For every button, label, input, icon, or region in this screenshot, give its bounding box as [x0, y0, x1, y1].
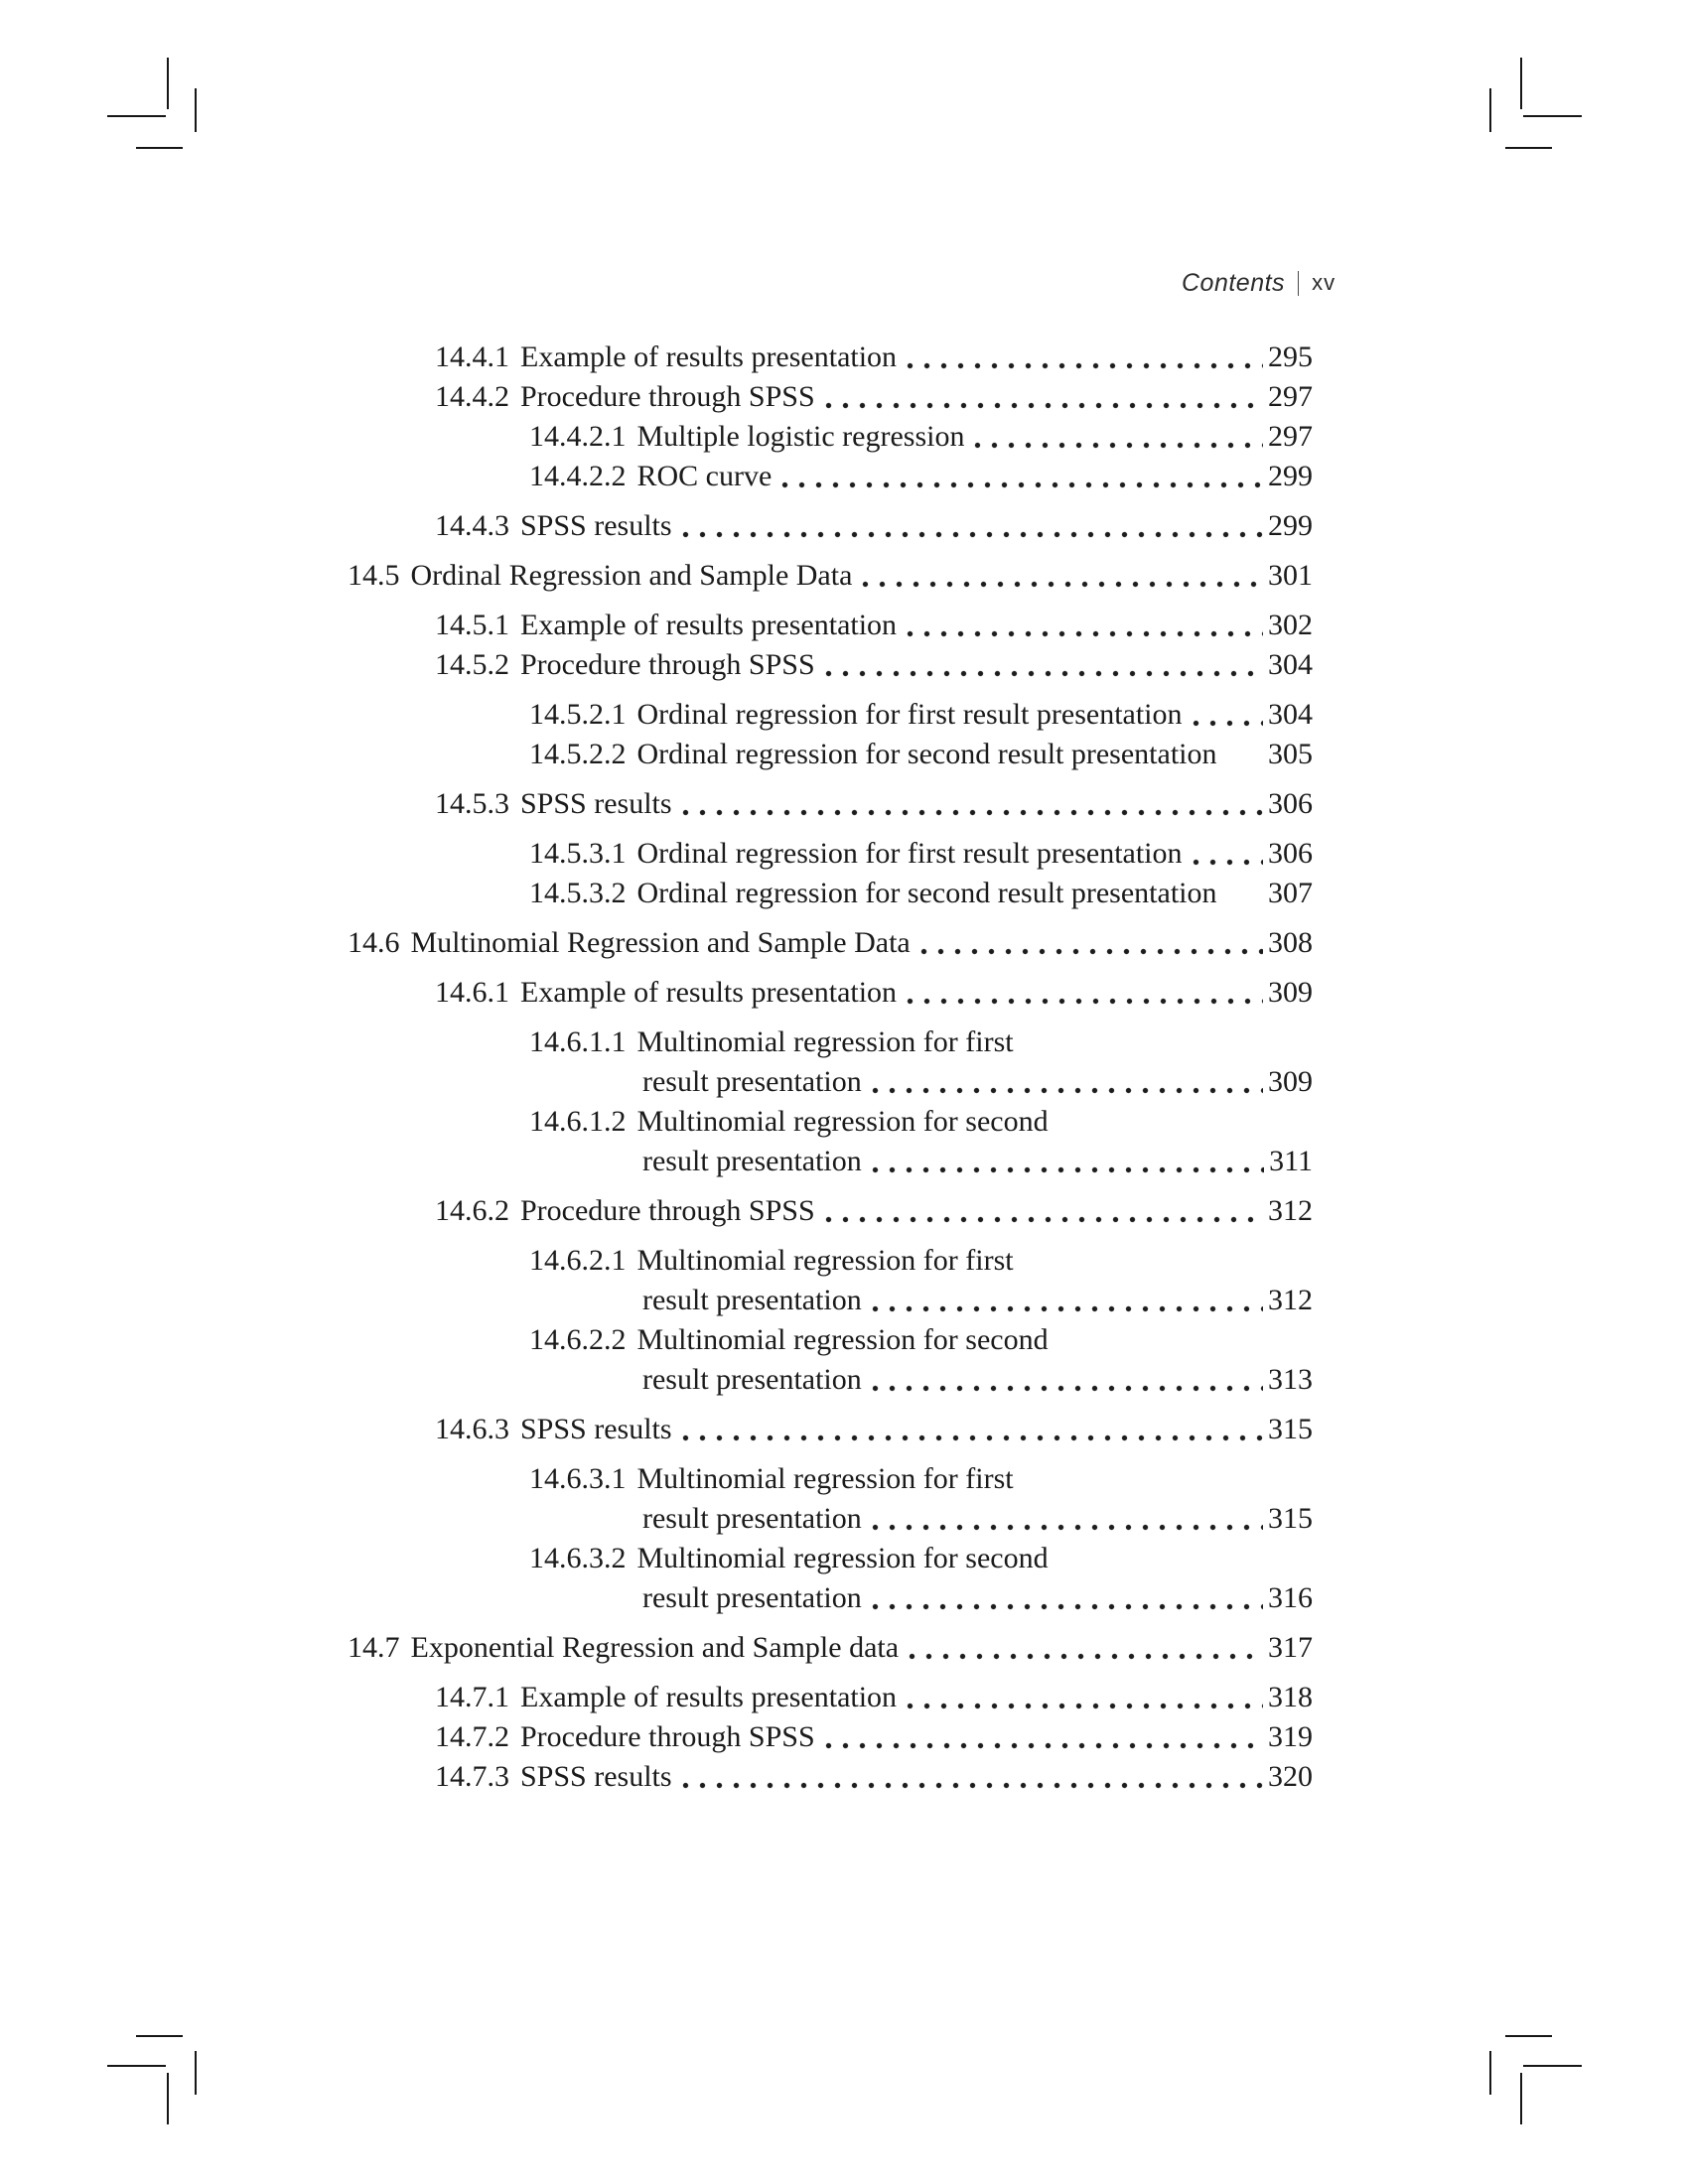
toc-entry-page: 306 — [1268, 837, 1313, 870]
toc-entry — [348, 1410, 1313, 1449]
toc-entry-number: 14.7 — [348, 1631, 400, 1664]
dot-leader — [974, 442, 1263, 449]
toc-entry-title: Procedure through SPSS — [520, 380, 815, 413]
toc-entry-page: 318 — [1268, 1681, 1313, 1713]
toc-entry-title: Multinomial regression for first — [636, 1462, 1014, 1495]
dot-leader — [825, 402, 1263, 409]
toc-entry-page: 306 — [1268, 787, 1313, 820]
toc-entry-title: Ordinal regression for second result presentation — [636, 738, 1217, 770]
crop-mark — [195, 2051, 197, 2095]
toc-entry-number: 14.7.2 — [435, 1720, 509, 1753]
dot-leader — [682, 809, 1263, 816]
toc-entry — [348, 1717, 1313, 1757]
dot-leader — [682, 1434, 1263, 1441]
toc-entry-page: 316 — [1268, 1581, 1313, 1614]
toc-entry-title: Ordinal regression for second result presentation — [636, 877, 1217, 909]
toc-entry-title: result presentation — [642, 1363, 862, 1396]
toc-entry-number: 14.6.1.2 — [529, 1105, 627, 1138]
crop-mark — [1505, 147, 1552, 149]
toc-entry — [348, 377, 1313, 417]
dot-leader — [781, 481, 1263, 488]
toc-entry-number: 14.5.1 — [435, 609, 509, 641]
dot-leader — [825, 1216, 1263, 1223]
crop-mark — [1523, 2065, 1582, 2067]
running-header — [1182, 266, 1336, 300]
toc-entry-page: 308 — [1268, 926, 1313, 959]
toc-entry-page: 312 — [1268, 1284, 1313, 1316]
toc-entry-title: Ordinal Regression and Sample Data — [410, 559, 853, 592]
toc-entry-title: SPSS results — [520, 509, 672, 542]
toc-entry — [348, 1023, 1313, 1062]
toc-entry-number: 14.6.2 — [435, 1194, 509, 1227]
dot-leader — [907, 998, 1263, 1005]
toc-entry — [348, 1578, 1313, 1618]
toc-entry — [348, 1757, 1313, 1797]
toc-entry-number: 14.6.3.2 — [529, 1542, 627, 1574]
dot-leader — [872, 1087, 1263, 1094]
toc-entry-number: 14.6.1.1 — [529, 1025, 627, 1058]
toc-entry-title: SPSS results — [520, 1413, 672, 1445]
toc-entry — [348, 1678, 1313, 1717]
crop-mark — [167, 58, 169, 109]
toc-entry-title: result presentation — [642, 1065, 862, 1098]
toc-entry-page: 315 — [1268, 1413, 1313, 1445]
toc-entry-page: 299 — [1268, 509, 1313, 542]
toc-entry-number: 14.6.1 — [435, 976, 509, 1009]
dot-leader — [1193, 859, 1263, 866]
toc-entry-page: 304 — [1268, 648, 1313, 681]
dot-leader — [872, 1603, 1263, 1610]
toc-entry-title: Example of results presentation — [520, 1681, 898, 1713]
toc-entry-page: 317 — [1268, 1631, 1313, 1664]
toc-entry-number: 14.6.2.1 — [529, 1244, 627, 1277]
toc-entry-title: Multinomial regression for second — [636, 1105, 1049, 1138]
table-of-contents — [348, 338, 1313, 1797]
crop-mark — [195, 88, 197, 132]
toc-entry — [348, 923, 1313, 963]
toc-entry-number: 14.6.2.2 — [529, 1323, 627, 1356]
toc-entry — [348, 645, 1313, 685]
dot-leader — [872, 1166, 1264, 1173]
toc-entry — [348, 338, 1313, 377]
toc-entry — [348, 695, 1313, 735]
toc-entry-number: 14.5 — [348, 559, 400, 592]
toc-entry-page: 320 — [1268, 1760, 1313, 1793]
toc-entry-title: ROC curve — [636, 460, 773, 492]
dot-leader — [872, 1524, 1263, 1531]
toc-entry-title: Example of results presentation — [520, 976, 898, 1009]
dot-leader — [825, 670, 1263, 677]
crop-mark — [1489, 2051, 1491, 2095]
toc-entry-title: Procedure through SPSS — [520, 1194, 815, 1227]
toc-entry-title: result presentation — [642, 1145, 862, 1177]
toc-entry — [348, 1459, 1313, 1499]
toc-entry — [348, 1539, 1313, 1578]
toc-entry — [348, 1062, 1313, 1102]
toc-entry-title: Example of results presentation — [520, 609, 898, 641]
toc-entry-number: 14.5.2 — [435, 648, 509, 681]
toc-entry-number: 14.4.1 — [435, 341, 509, 373]
toc-entry-number: 14.4.3 — [435, 509, 509, 542]
toc-entry — [348, 457, 1313, 496]
toc-entry-number: 14.6 — [348, 926, 400, 959]
crop-mark — [136, 2035, 183, 2037]
toc-entry-page: 299 — [1268, 460, 1313, 492]
toc-entry-title: Multinomial Regression and Sample Data — [410, 926, 911, 959]
toc-entry-page: 305 — [1268, 738, 1313, 770]
toc-entry — [348, 1142, 1313, 1181]
dot-leader — [907, 1703, 1263, 1709]
dot-leader — [907, 362, 1263, 369]
crop-mark — [1520, 58, 1522, 109]
crop-mark — [1523, 115, 1582, 117]
toc-entry-page: 295 — [1268, 341, 1313, 373]
toc-entry-page: 309 — [1268, 1065, 1313, 1098]
toc-entry-number: 14.7.1 — [435, 1681, 509, 1713]
toc-entry-number: 14.4.2.1 — [529, 420, 627, 453]
header-divider — [1298, 271, 1299, 296]
dot-leader — [920, 948, 1263, 955]
toc-entry — [348, 735, 1313, 774]
toc-entry — [348, 1191, 1313, 1231]
toc-entry-page: 319 — [1268, 1720, 1313, 1753]
toc-entry-number: 14.5.2.1 — [529, 698, 627, 731]
toc-entry-title: SPSS results — [520, 787, 672, 820]
toc-entry-page: 315 — [1268, 1502, 1313, 1535]
toc-entry-page: 302 — [1268, 609, 1313, 641]
toc-entry-number: 14.6.3 — [435, 1413, 509, 1445]
crop-mark — [107, 115, 166, 117]
toc-entry-title: result presentation — [642, 1502, 862, 1535]
toc-entry-page: 307 — [1268, 877, 1313, 909]
toc-entry-title: Multinomial regression for first — [636, 1244, 1014, 1277]
toc-entry-page: 313 — [1268, 1363, 1313, 1396]
toc-entry-page: 297 — [1268, 380, 1313, 413]
toc-entry-number: 14.6.3.1 — [529, 1462, 627, 1495]
crop-mark — [107, 2065, 166, 2067]
toc-entry-title: Procedure through SPSS — [520, 648, 815, 681]
toc-entry-number: 14.4.2 — [435, 380, 509, 413]
toc-entry — [348, 973, 1313, 1013]
dot-leader — [825, 1742, 1263, 1749]
dot-leader — [682, 1782, 1263, 1789]
crop-mark — [136, 147, 183, 149]
toc-entry-number: 14.5.3.2 — [529, 877, 627, 909]
toc-entry — [348, 784, 1313, 824]
toc-entry-title: Multiple logistic regression — [636, 420, 965, 453]
crop-mark — [1505, 2035, 1552, 2037]
toc-entry-title: Exponential Regression and Sample data — [410, 1631, 900, 1664]
toc-entry-number: 14.4.2.2 — [529, 460, 627, 492]
toc-entry-title: Procedure through SPSS — [520, 1720, 815, 1753]
crop-mark — [1489, 88, 1491, 132]
toc-entry — [348, 1241, 1313, 1281]
toc-entry-title: Ordinal regression for first result presentation — [636, 837, 1183, 870]
toc-entry-page: 311 — [1269, 1145, 1313, 1177]
toc-entry — [348, 417, 1313, 457]
crop-mark — [1520, 2073, 1522, 2124]
toc-entry-title: SPSS results — [520, 1760, 672, 1793]
page-number-roman: xv — [1312, 270, 1336, 295]
toc-entry — [348, 1320, 1313, 1360]
toc-entry-title: result presentation — [642, 1581, 862, 1614]
toc-entry — [348, 1281, 1313, 1320]
toc-entry-title: Multinomial regression for second — [636, 1323, 1049, 1356]
toc-entry-title: Example of results presentation — [520, 341, 898, 373]
crop-mark — [167, 2073, 169, 2124]
dot-leader — [682, 531, 1263, 538]
toc-entry-title: Multinomial regression for second — [636, 1542, 1049, 1574]
toc-entry-page: 301 — [1268, 559, 1313, 592]
running-header-title: Contents — [1182, 268, 1286, 297]
toc-entry-title: result presentation — [642, 1284, 862, 1316]
toc-entry-page: 297 — [1268, 420, 1313, 453]
toc-entry — [348, 1499, 1313, 1539]
dot-leader — [909, 1653, 1263, 1660]
dot-leader — [907, 630, 1263, 637]
toc-entry-number: 14.7.3 — [435, 1760, 509, 1793]
dot-leader — [862, 581, 1263, 588]
toc-entry — [348, 606, 1313, 645]
toc-entry-title: Multinomial regression for first — [636, 1025, 1014, 1058]
toc-entry — [348, 556, 1313, 596]
dot-leader — [872, 1305, 1263, 1312]
dot-leader — [872, 1385, 1263, 1392]
toc-entry — [348, 1360, 1313, 1400]
toc-entry — [348, 874, 1313, 913]
toc-entry-title: Ordinal regression for first result presentation — [636, 698, 1183, 731]
toc-entry-page: 309 — [1268, 976, 1313, 1009]
toc-entry — [348, 506, 1313, 546]
toc-entry-page: 304 — [1268, 698, 1313, 731]
toc-entry-number: 14.5.3 — [435, 787, 509, 820]
toc-entry-number: 14.5.2.2 — [529, 738, 627, 770]
toc-entry-number: 14.5.3.1 — [529, 837, 627, 870]
dot-leader — [1193, 720, 1263, 727]
toc-entry-page: 312 — [1268, 1194, 1313, 1227]
toc-entry — [348, 1102, 1313, 1142]
toc-entry — [348, 834, 1313, 874]
toc-entry — [348, 1628, 1313, 1668]
